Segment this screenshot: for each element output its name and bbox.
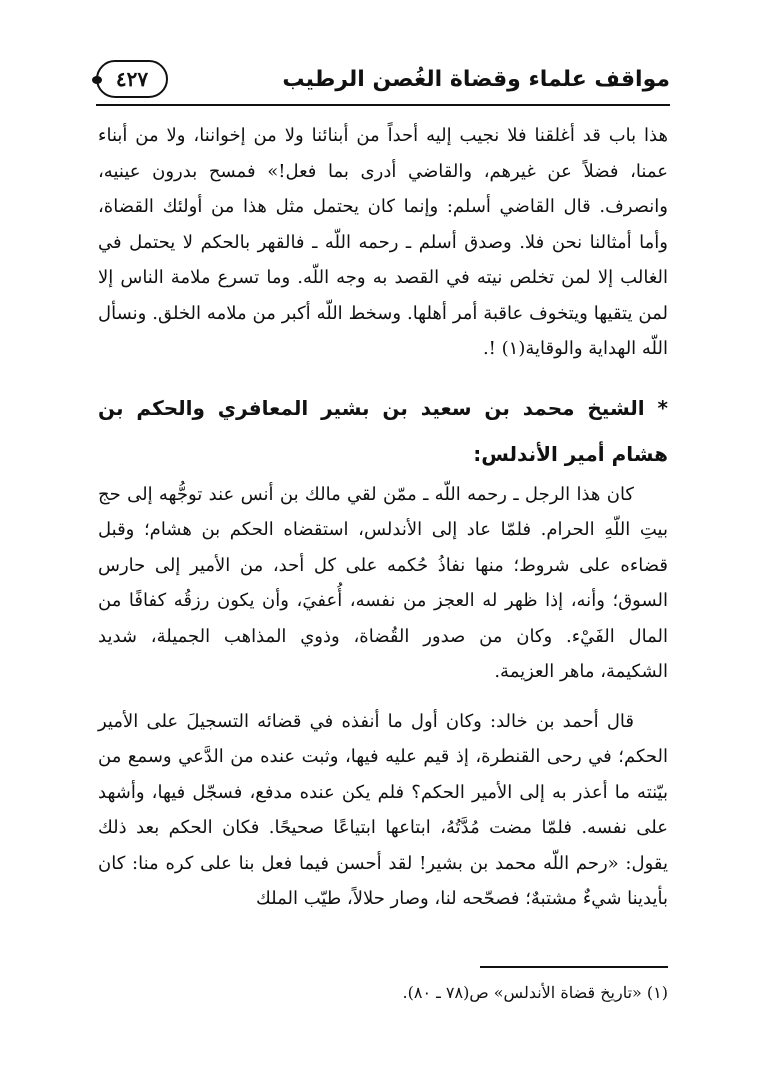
spacer [98,367,668,385]
page-number-badge [96,60,168,98]
paragraph-3: قال أحمد بن خالد: وكان أول ما أنفذه في قضائه التسجيلَ على الأمير الحكم؛ في رحى القنطرة، إذ قيم عليه فيها، وثبت عنده من الدَّعي وسمع من بيّنته ما أعذر به إلى الأمير الحكم؟ فلم يكن عنده مدفع، فسجّل فيها، وأشهد على نفسه. فلمّا مضت مُدَّتُهُ، ابتاعها ابتياعًا صحيحًا. فكان الحكم بعد ذلك يقول: «رحم اللّه محمد بن بشير! لقد أحسن فيما فعل بنا على كره منا: كان بأيدينا شيءٌ مشتبهٌ؛ فصحّحه لنا، وصار حلالاً، طيّب الملك [98,710,668,909]
page-number: ٤٢٧ [115,67,149,91]
paragraph-2: كان هذا الرجل ـ رحمه اللّه ـ ممّن لقي مالك بن أنس عند توجُّهه إلى حج بيتِ اللّهِ الحرام. فلمّا عاد إلى الأندلس، استقضاه الحكم بن هشام؛ وقبل قضاءه على شروط؛ منها نفاذُ حُكمه على كل أحد، من الأمير إلى حارس السوق؛ وأنه، إذا ظهر له العجز من نفسه، أُعفيَ، وأن يكون رزقُه كفافًا من المال الفَيْء. وكان من صدور القُضاة، وذوي المذاهب الجميلة، شديد الشكيمة، ماهر العزيمة. [98,483,668,682]
running-title: مواقف علماء وقضاة الغُصن الرطيب [282,67,670,92]
page-header [96,60,670,104]
section-heading: * الشيخ محمد بن سعيد بن بشير المعافري والحكم بن هشام أمير الأندلس: [98,395,668,466]
header-divider [96,104,670,106]
footnote: (١) «تاريخ قضاة الأندلس» ص(٧٨ ـ ٨٠). [402,983,668,1002]
spacer [98,690,668,704]
paragraph-1: هذا باب قد أغلقنا فلا نجيب إليه أحداً من أبنائنا ولا من إخواننا، ولا من أبناء عمنا، فضلاً عن غيرهم، والقاضي أدرى بما فعل!» فمسح بدرون عينيه، وانصرف. قال القاضي أسلم: وإنما كان يحتمل مثل هذا من أولئك القضاة، وأما أمثالنا نحن فلا. وصدق أسلم ـ رحمه اللّه ـ فالقهر بالحكم لا يحتمل في الغالب إلا لمن تخلص نيته في القصد به وجه اللّه. وما تسرع ملامة الناس إلا لمن يتقيها ويتخوف عاقبة أمر أهلها. وسخط اللّه أكبر من ملامه الخلق. ونسأل اللّه الهداية والوقاية(١) !. [98,125,668,359]
page-body [98,118,668,917]
footnote-divider [480,966,668,968]
